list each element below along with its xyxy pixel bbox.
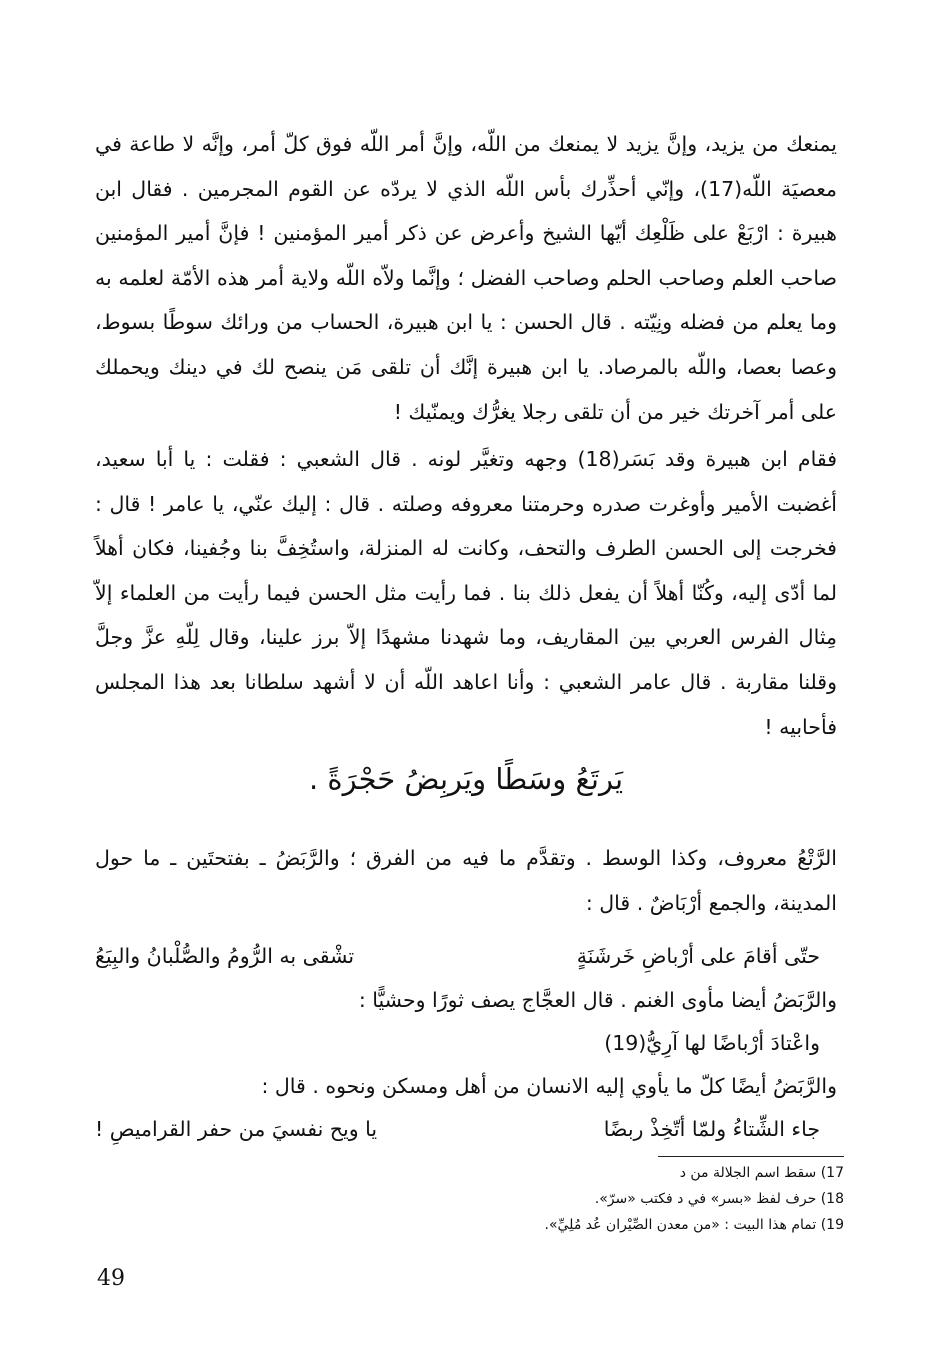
verse-first-hemistich: جاء الشِّتاءُ ولمّا أتّخِذْ ربضًا bbox=[603, 1117, 820, 1141]
footnote-18: 18) حرف لفظ «بسر» في د فكتب «سرّ». bbox=[594, 1191, 844, 1207]
footnotes bbox=[95, 1160, 844, 1238]
footnote-19: 19) تمام هذا البيت : «من معدن الصِّيْران عُد مُلِيِّ». bbox=[544, 1217, 844, 1233]
footnote-divider bbox=[658, 1156, 844, 1157]
verse-second-hemistich: يا ويح نفسيَ من حفر القراميصِ ! bbox=[95, 1117, 378, 1141]
verse-first-hemistich: حتّى أقامَ على أرْباضِ خَرشَنَةٍ bbox=[576, 944, 820, 968]
text-line: والرَّبَضُ أيضا مأوى الغنم . قال العجَّاج يصف ثورًا وحشيًّا : bbox=[358, 988, 837, 1012]
body-paragraph-2 bbox=[95, 437, 837, 749]
page-number: 49 bbox=[97, 1266, 125, 1291]
body-paragraph-3 bbox=[95, 836, 837, 925]
poetry-verse-2 bbox=[95, 1021, 837, 1065]
paragraph-text: الرَّتْعُ معروف، وكذا الوسط . وتقدَّم ما فيه من الفرق ؛ والرَّبَضُ ـ بفتحتَين ـ ما حول المدينة، والجمع أرْبَاضٌ . قال : bbox=[95, 846, 837, 915]
proverb-heading: يَرتَعُ وسَطًا ويَربِضُ حَجْرَةً . bbox=[308, 762, 624, 796]
verse-first-hemistich: واعْتادَ أرْباضًا لها آرِيُّ(19) bbox=[604, 1031, 820, 1055]
footnote-17: 17) سقط اسم الجلالة من د bbox=[679, 1165, 844, 1181]
poetry-verse-1 bbox=[95, 934, 837, 978]
body-paragraph-1 bbox=[95, 122, 837, 434]
text-line: والرَّبَضُ أيضًا كلّ ما يأوي إليه الانسان من أهل ومسكن ونحوه . قال : bbox=[261, 1074, 837, 1098]
verse-second-hemistich: تشْقى به الرُّومُ والصُّلْبانُ والبِيَعُ bbox=[95, 944, 355, 968]
paragraph-text: يمنعك من يزيد، وإنَّ يزيد لا يمنعك من اللّه، وإنَّ أمر اللّه فوق كلّ أمر، وإنَّه لا طاعة في معصيَة اللّه(17)، وإنّي أحذِّرك بأس اللّه الذي لا يردّه عن القوم المجرمين . فقال ابن هبيرة : ارْبَعْ على ظَلْعِك أيّها الشيخ وأعرض عن ذكر أمير المؤمنين ! فإنَّ أمير المؤمنين صاحب العلم وصاحب الحلم وصاحب الفضل ؛ وإنَّما ولاّه اللّه ولاية أمر هذه الأمّة لعلمه به وما يعلم من فضله ونِيّته . قال الحسن : يا ابن هبيرة، الحساب من ورائك سوطًا بسوط، وعصا بعصا، واللّه بالمرصاد. يا ابن هبيرة إنَّك أن تلقى مَن ينصح لك في دينك ويحملك على أمر آخرتك خير من أن تلقى رجلا يغرُّك ويمنّيك ! bbox=[95, 132, 837, 424]
poetry-verse-3 bbox=[95, 1107, 837, 1151]
paragraph-text: فقام ابن هبيرة وقد بَسَر(18) وجهه وتغيَّر لونه . قال الشعبي : فقلت : يا أبا سعيد، أغضبت الأمير وأوغرت صدره وحرمتنا معروفه وصلته . قال : إليك عنّي، يا عامر ! قال : فخرجت إلى الحسن الطرف والتحف، وكانت له المنزلة، واستُخِفَّ بنا وجُفينا، فكان أهلاً لما أدّى إليه، وكُنّا أهلاً أن يفعل ذلك بنا . فما رأيت مثل الحسن فيما رأيت من العلماء إلاّ مِثال الفرس العربي بين المقاريف، وما شهدنا مشهدًا إلاّ برز علينا، وقال لِلّهِ عزَّ وجلَّ وقلنا مقاربة . قال عامر الشعبي : وأنا اعاهد اللّه أن لا أشهد سلطانا بعد هذا المجلس فأحابيه ! bbox=[95, 447, 837, 739]
